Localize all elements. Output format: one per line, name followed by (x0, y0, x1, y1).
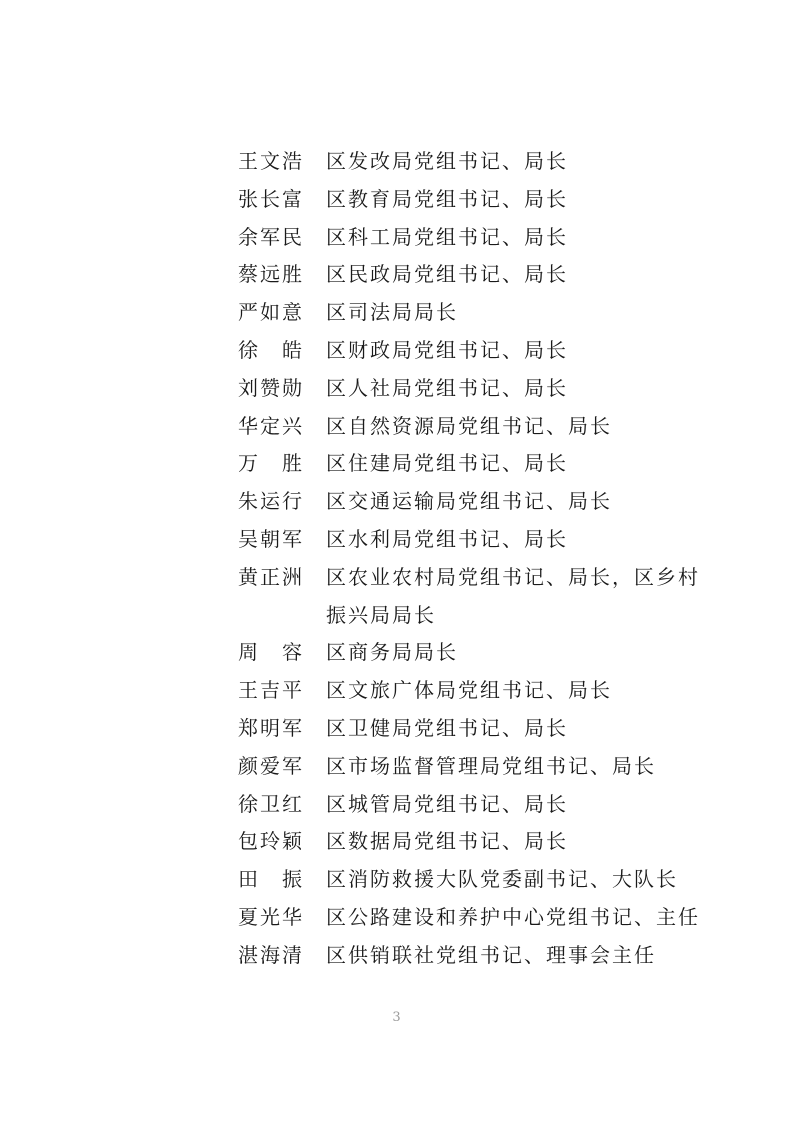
person-name: 夏光华 (238, 904, 302, 929)
person-name: 严如意 (238, 300, 302, 325)
person-title: 区消防救援大队党委副书记、大队长 (326, 867, 678, 892)
person-name: 颜爱军 (238, 753, 302, 778)
person-title: 区司法局局长 (326, 300, 458, 325)
list-item (238, 143, 718, 181)
person-title: 区发改局党组书记、局长 (326, 149, 568, 173)
list-item (238, 370, 718, 408)
person-name: 王吉平 (238, 678, 302, 703)
person-name: 张长富 (238, 186, 302, 211)
person-name: 徐 皓 (238, 337, 302, 362)
list-item (238, 710, 718, 748)
person-title: 区民政局党组书记、局长 (326, 262, 568, 287)
person-name: 吴朝军 (238, 526, 302, 551)
list-item (238, 181, 718, 219)
person-title: 区财政局党组书记、局长 (326, 337, 568, 362)
person-name: 黄正洲 (238, 564, 302, 589)
list-item (238, 294, 718, 332)
person-name: 余军民 (238, 224, 302, 249)
person-title: 区水利局党组书记、局长 (326, 526, 568, 551)
person-name: 朱运行 (238, 489, 302, 514)
list-item (238, 219, 718, 257)
person-title: 区供销联社党组书记、理事会主任 (326, 942, 656, 967)
person-name: 刘赞勋 (238, 375, 302, 400)
list-item (238, 445, 718, 483)
person-title: 区卫健局党组书记、局长 (326, 715, 568, 740)
person-title: 区人社局党组书记、局长 (326, 375, 568, 400)
person-title: 区住建局党组书记、局长 (326, 451, 568, 476)
person-title: 区自然资源局党组书记、局长 (326, 413, 612, 438)
page-number: 3 (392, 1010, 401, 1025)
person-name: 华定兴 (238, 413, 302, 438)
person-name: 田 振 (238, 867, 302, 892)
list-item (238, 559, 718, 635)
person-name: 包玲颖 (238, 829, 302, 854)
person-title: 区农业农村局党组书记、局长，区乡村振兴局局长 (326, 564, 700, 627)
list-item (238, 861, 718, 899)
list-item (238, 483, 718, 521)
person-title: 区文旅广体局党组书记、局长 (326, 678, 612, 703)
list-item (238, 899, 718, 937)
list-item (238, 408, 718, 446)
list-item (238, 937, 718, 975)
person-title: 区商务局局长 (326, 640, 458, 665)
person-name: 徐卫红 (238, 791, 302, 816)
person-title: 区市场监督管理局党组书记、局长 (326, 753, 656, 778)
list-item (238, 786, 718, 824)
list-item (238, 332, 718, 370)
person-name: 蔡远胜 (238, 262, 302, 287)
person-name: 郑明军 (238, 715, 302, 740)
list-item (238, 823, 718, 861)
list-item (238, 748, 718, 786)
person-title: 区交通运输局党组书记、局长 (326, 489, 612, 514)
person-title: 区城管局党组书记、局长 (326, 791, 568, 816)
member-list (238, 143, 718, 975)
person-name: 周 容 (238, 640, 302, 665)
person-name: 湛海清 (238, 942, 302, 967)
person-title: 区教育局党组书记、局长 (326, 186, 568, 211)
person-name: 万 胜 (238, 451, 302, 476)
person-title: 区公路建设和养护中心党组书记、主任 (326, 904, 700, 929)
person-title: 区科工局党组书记、局长 (326, 224, 568, 249)
person-name: 王文浩 (238, 149, 302, 173)
list-item (238, 672, 718, 710)
list-item (238, 256, 718, 294)
list-item (238, 634, 718, 672)
person-title: 区数据局党组书记、局长 (326, 829, 568, 854)
list-item (238, 521, 718, 559)
